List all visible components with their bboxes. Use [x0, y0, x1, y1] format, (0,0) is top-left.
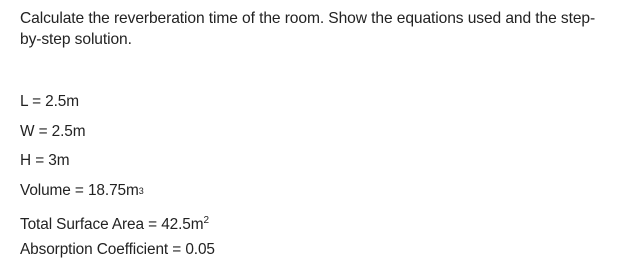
spec-height — [20, 152, 215, 182]
spec-surface-area — [20, 212, 215, 242]
surface-area-unit-superscript: 2 — [203, 214, 209, 226]
spec-width-text: W = 2.5m — [20, 122, 86, 140]
spec-absorption-text: Absorption Coefficient = 0.05 — [20, 241, 215, 259]
room-specifications-list — [20, 93, 215, 271]
spec-volume — [20, 182, 215, 212]
spec-absorption-coefficient — [20, 241, 215, 271]
volume-unit-superscript: 3 — [138, 186, 144, 197]
spec-length — [20, 93, 215, 123]
spec-width — [20, 123, 215, 153]
spec-length-text: L = 2.5m — [20, 93, 79, 110]
spec-height-text: H = 3m — [20, 152, 70, 170]
spec-surface-area-text: Total Surface Area = 42.5m — [20, 215, 204, 233]
spec-volume-text: Volume = 18.75m — [20, 182, 139, 200]
document-body — [20, 8, 612, 50]
question-prompt: Calculate the reverberation time of the room. Show the equations used and the step-by-step solution. — [20, 10, 596, 48]
